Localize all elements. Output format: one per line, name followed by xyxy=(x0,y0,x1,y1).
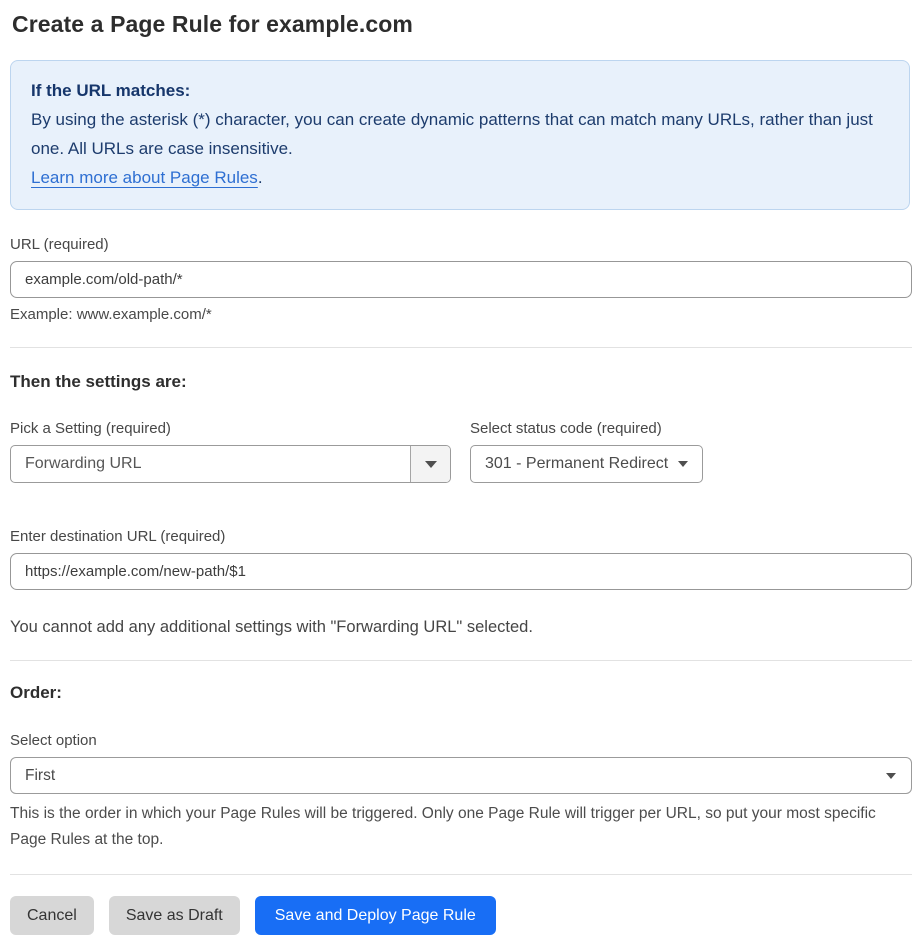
page-title: Create a Page Rule for example.com xyxy=(12,11,413,37)
order-section-heading: Order: xyxy=(10,683,62,702)
url-field-label: URL (required) xyxy=(10,236,109,253)
status-code-value: 301 - Permanent Redirect xyxy=(485,455,669,472)
save-as-draft-button[interactable]: Save as Draft xyxy=(109,896,240,935)
status-code-label: Select status code (required) xyxy=(470,420,662,437)
link-period: . xyxy=(257,168,263,187)
setting-picker-column xyxy=(10,420,451,483)
status-code-column xyxy=(470,420,770,483)
destination-url-label: Enter destination URL (required) xyxy=(10,528,226,545)
url-input[interactable] xyxy=(10,261,912,298)
order-select-label: Select option xyxy=(10,732,97,749)
info-box-link-line xyxy=(31,163,889,192)
order-select-value: First xyxy=(25,766,56,784)
action-button-row xyxy=(10,896,910,935)
info-box-body: By using the asterisk (*) character, you can create dynamic patterns that can match many URLs, rather than just one. All URLs are case insensitive. xyxy=(31,110,873,158)
setting-picker-caret-segment[interactable] xyxy=(410,446,450,482)
order-helper-text: This is the order in which your Page Rules will be triggered. Only one Page Rule will trigger per URL, so put your most specific Page Rules at the top. xyxy=(10,805,876,848)
chevron-down-icon xyxy=(886,773,896,779)
settings-row xyxy=(10,420,910,483)
learn-more-link[interactable]: Learn more about Page Rules xyxy=(31,168,258,187)
order-select[interactable] xyxy=(10,757,912,794)
divider xyxy=(10,347,912,348)
forwarding-url-note: You cannot add any additional settings with "Forwarding URL" selected. xyxy=(10,618,533,636)
status-code-dropdown[interactable] xyxy=(470,445,703,483)
chevron-down-icon xyxy=(678,461,688,467)
chevron-down-icon xyxy=(425,461,437,468)
setting-picker-dropdown[interactable] xyxy=(10,445,451,483)
divider xyxy=(10,660,912,661)
save-and-deploy-button[interactable]: Save and Deploy Page Rule xyxy=(255,896,496,935)
info-box-heading: If the URL matches: xyxy=(31,81,191,100)
url-match-info-box xyxy=(10,60,910,210)
destination-url-input[interactable] xyxy=(10,553,912,590)
settings-section-heading: Then the settings are: xyxy=(10,372,187,391)
cancel-button[interactable]: Cancel xyxy=(10,896,94,935)
setting-picker-label: Pick a Setting (required) xyxy=(10,420,171,437)
setting-picker-value: Forwarding URL xyxy=(25,455,142,472)
divider xyxy=(10,874,912,875)
url-example-helper: Example: www.example.com/* xyxy=(10,306,212,323)
